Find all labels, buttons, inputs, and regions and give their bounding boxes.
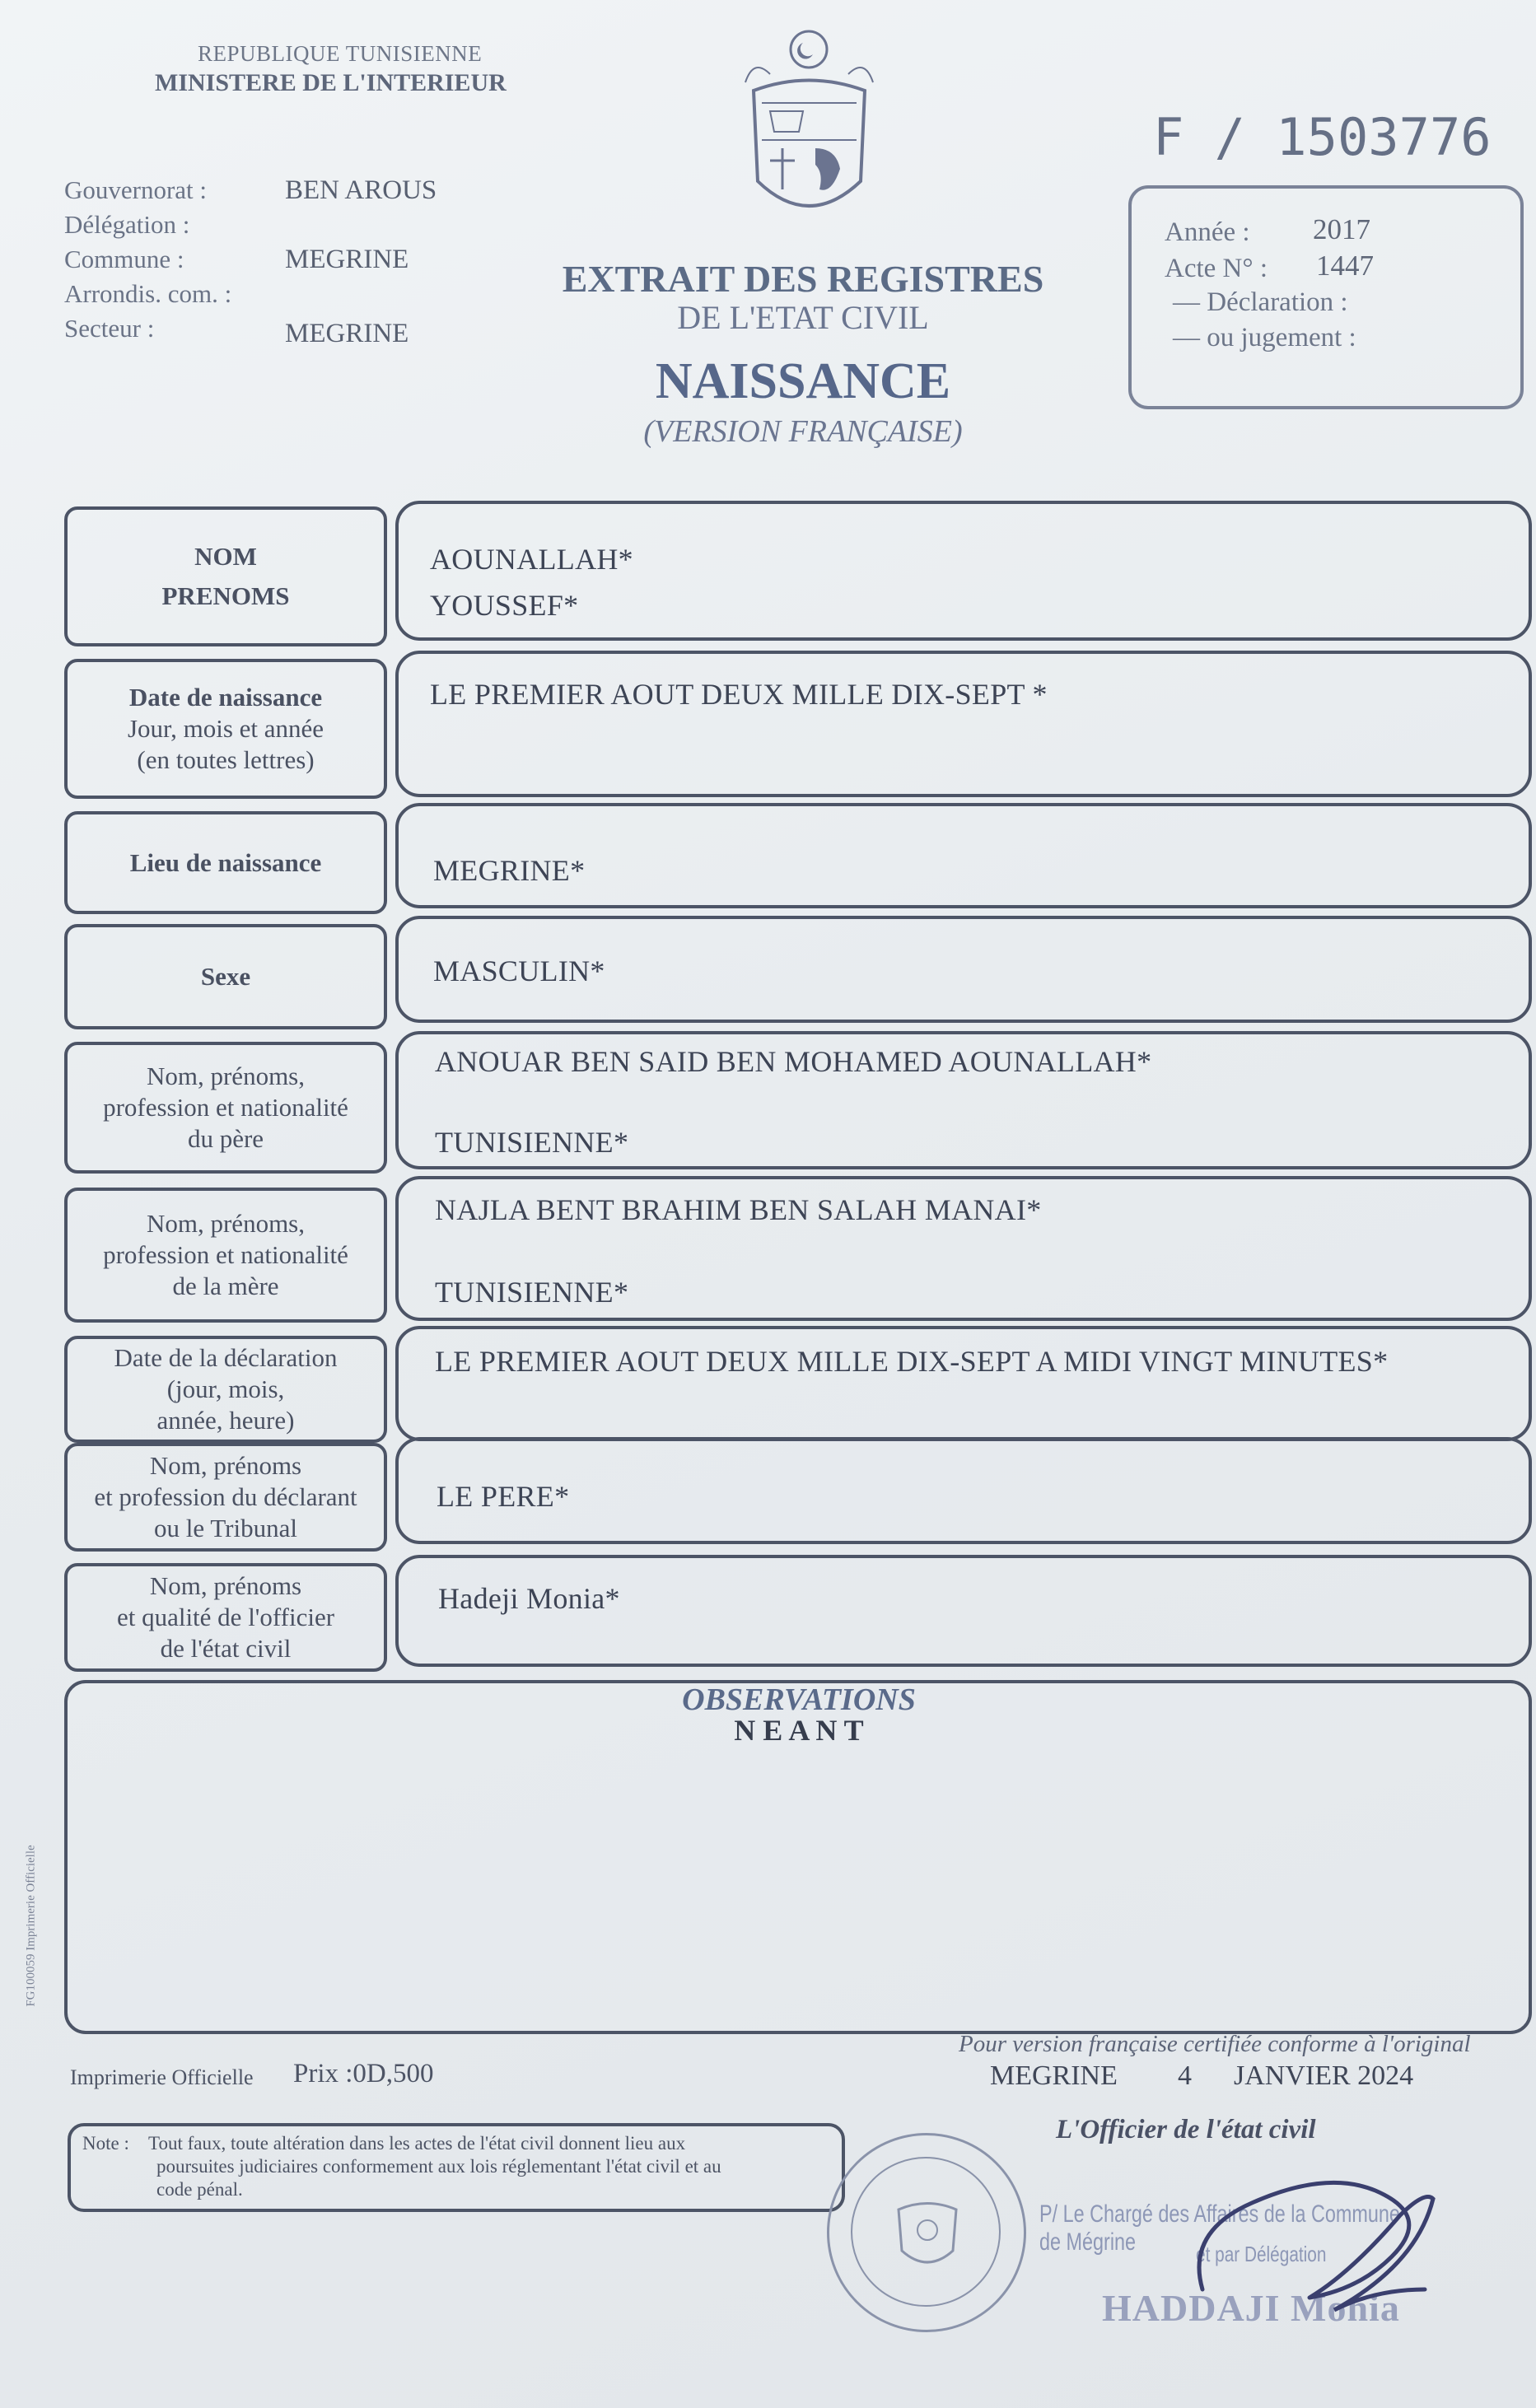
label-line: et profession du déclarant	[94, 1482, 357, 1511]
label-line: de l'état civil	[160, 1634, 292, 1663]
value-sexe: MASCULIN*	[433, 954, 605, 987]
price-label: Prix :0D,500	[293, 2059, 434, 2088]
acte-box	[1128, 185, 1524, 409]
label-nom-prenoms	[64, 506, 387, 646]
note-text-line3: code pénal.	[156, 2179, 243, 2200]
label-line: année, heure)	[156, 1406, 295, 1435]
field-secteur	[64, 311, 476, 346]
value-cell-date-naissance	[395, 651, 1532, 797]
year-value: 2017	[1313, 213, 1370, 245]
label-nom: NOM	[194, 542, 257, 571]
label-lieu-naissance: Lieu de naissance	[64, 811, 387, 914]
label-line: ou le Tribunal	[154, 1514, 297, 1542]
value-lieu: MEGRINE*	[433, 854, 586, 887]
certified-label: Pour version française certifiée conforme à l'original	[959, 2031, 1471, 2057]
field-label: Secteur :	[64, 314, 155, 343]
label-declarant	[64, 1443, 387, 1552]
label-mere	[64, 1188, 387, 1323]
field-gouvernorat	[64, 173, 476, 208]
label-line: profession et nationalité	[103, 1093, 348, 1122]
observations-title: OBSERVATIONS	[682, 1682, 916, 1717]
label-line: Date de naissance	[128, 683, 323, 712]
delegate-stamp-text2: et par Délégation	[1196, 2242, 1327, 2266]
observations-value: N E A N T	[734, 1714, 864, 1747]
field-label: Commune :	[64, 245, 184, 273]
official-stamp-icon	[827, 2133, 1026, 2332]
label-officier	[64, 1563, 387, 1672]
label-line: Nom, prénoms,	[146, 1062, 305, 1090]
side-print-code: FG100059 Imprimerie Officielle	[24, 1845, 38, 2007]
label-line: (jour, mois,	[166, 1374, 285, 1403]
field-label: Arrondis. com. :	[64, 279, 232, 308]
field-label: Gouvernorat :	[64, 175, 208, 204]
label-line: Nom, prénoms	[149, 1571, 302, 1600]
value-cell-declaration	[395, 1326, 1532, 1441]
value-declaration: LE PREMIER AOUT DEUX MILLE DIX-SEPT A MIDI VINGT MINUTES*	[435, 1345, 1389, 1378]
value-mere-nationalite: TUNISIENNE*	[435, 1276, 629, 1309]
label-line: Nom, prénoms,	[146, 1209, 305, 1238]
label-prenoms: PRENOMS	[161, 581, 290, 610]
declaration-label: — Déclaration :	[1173, 287, 1348, 317]
label-date-declaration	[64, 1336, 387, 1443]
title-line1: EXTRAIT DES REGISTRES	[562, 258, 1044, 300]
value-pere-nom: ANOUAR BEN SAID BEN MOHAMED AOUNALLAH*	[435, 1045, 1152, 1078]
date-day: 4	[1178, 2060, 1192, 2091]
version-label: (VERSION FRANÇAISE)	[643, 414, 963, 449]
field-commune	[64, 242, 476, 277]
place-label: MEGRINE	[990, 2060, 1118, 2091]
document-title: NAISSANCE	[655, 353, 951, 409]
note-text-line2: poursuites judiciaires conformement aux lois réglementant l'état civil et au	[156, 2156, 721, 2177]
acte-value: 1447	[1316, 250, 1374, 282]
delegate-stamp-text: P/ Le Chargé des Affaires de la Commune de Mégrine	[1039, 2200, 1400, 2256]
field-value: MEGRINE	[285, 245, 409, 274]
field-value: MEGRINE	[285, 319, 409, 348]
note-text-line1: Tout faux, toute altération dans les actes de l'état civil donnent lieu aux	[148, 2133, 686, 2154]
tunisia-coat-of-arms-icon	[737, 25, 881, 243]
year-label: Année :	[1165, 217, 1250, 247]
signature-icon	[1186, 2166, 1441, 2322]
value-nom: AOUNALLAH*	[430, 543, 633, 576]
label-sexe: Sexe	[64, 924, 387, 1029]
label-pere	[64, 1042, 387, 1174]
jugement-label: — ou jugement :	[1173, 323, 1356, 352]
stamp-emblem-icon	[890, 2193, 964, 2275]
value-date-naissance: LE PREMIER AOUT DEUX MILLE DIX-SEPT *	[430, 678, 1048, 711]
field-value: BEN AROUS	[285, 175, 437, 205]
label-line: du père	[187, 1124, 264, 1153]
note-box	[68, 2123, 845, 2212]
note-label: Note :	[82, 2133, 129, 2154]
label-line: (en toutes lettres)	[137, 745, 315, 774]
label-line: profession et nationalité	[103, 1240, 348, 1269]
admin-fields	[64, 173, 476, 346]
label-line: et qualité de l'officier	[116, 1603, 335, 1631]
value-declarant: LE PERE*	[437, 1480, 570, 1513]
value-pere-nationalite: TUNISIENNE*	[435, 1126, 629, 1159]
republic-label: REPUBLIQUE TUNISIENNE	[198, 41, 483, 66]
date-month-year: JANVIER 2024	[1234, 2060, 1414, 2091]
ministry-label: MINISTERE DE L'INTERIEUR	[155, 69, 507, 96]
officer-title: L'Officier de l'état civil	[1056, 2115, 1316, 2144]
field-delegation	[64, 208, 476, 242]
field-label: Délégation :	[64, 210, 190, 239]
label-line: Jour, mois et année	[127, 714, 324, 743]
value-mere-nom: NAJLA BENT BRAHIM BEN SALAH MANAI*	[435, 1193, 1042, 1226]
label-line: de la mère	[172, 1272, 279, 1300]
title-line2: DE L'ETAT CIVIL	[677, 299, 929, 336]
acte-label: Acte N° :	[1165, 254, 1268, 283]
printer-label: Imprimerie Officielle	[70, 2065, 254, 2089]
value-prenoms: YOUSSEF*	[430, 589, 579, 622]
label-date-naissance	[64, 659, 387, 799]
signer-name: HADDAJI Monia	[1102, 2287, 1400, 2329]
field-arrondissement	[64, 277, 476, 311]
label-line: Nom, prénoms	[149, 1451, 302, 1480]
serial-number: F / 1503776	[1153, 107, 1492, 167]
value-officier: Hadeji Monia*	[438, 1582, 620, 1615]
label-line: Date de la déclaration	[114, 1343, 338, 1372]
